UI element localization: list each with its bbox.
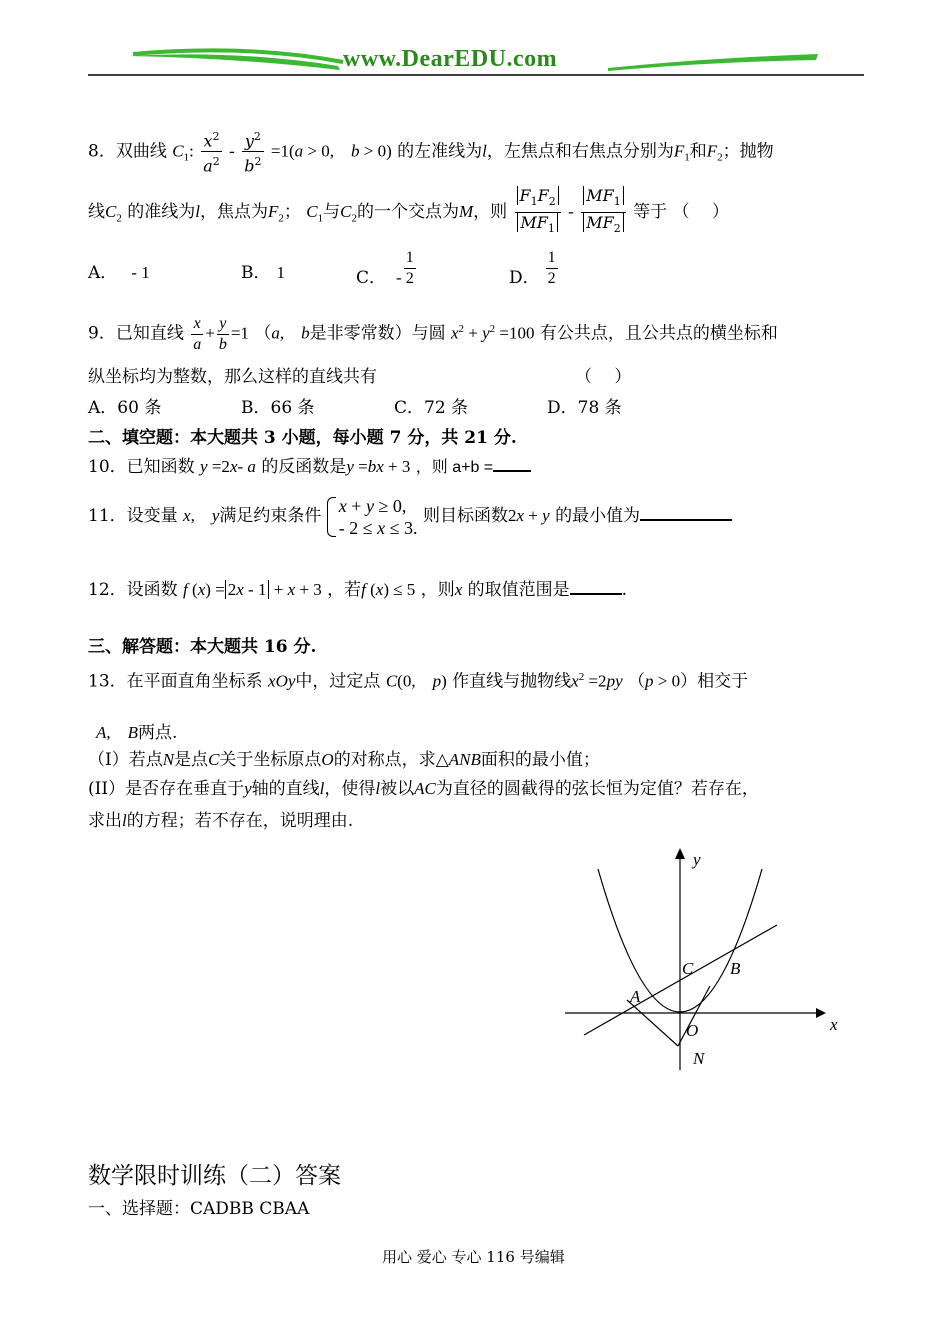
option-c: C． - $\frac{1}{2}$ <box>356 249 414 288</box>
fraction-y2-b2: $\frac{y^2}{b^2}$ <box>242 127 263 177</box>
answer-blank[interactable] <box>493 454 531 472</box>
option-c: C．72 条 <box>394 398 469 418</box>
fraction-x2-a2: $\frac{x^2}{a^2}$ <box>201 127 222 177</box>
page-footer: 用心 爱心 专心 116 号编辑 <box>382 1248 565 1266</box>
question-9-line-1: 9．已知直线 $\frac{x}{a}$ + $\frac{y}{b}$ =1 （a, b是非零常数）与圆 $x^2 + y^2 =100$ 有公共点，且公共点的横坐标和 <box>88 314 778 353</box>
question-13-line-1: 13．在平面直角坐标系 xOy中，过定点 C(0, p) 作直线与抛物线$x^2 =2py$ （p > 0）相交于 <box>88 671 749 692</box>
answer-blank[interactable] <box>570 577 622 595</box>
question-9-options <box>88 393 788 417</box>
question-13-part-2: (II）是否存在垂直于y轴的直线l，使得l被以AC为直径的圆截得的弦长恒为定值？若存在， <box>88 779 759 799</box>
label-y: y <box>693 850 701 869</box>
label-x: x <box>830 1015 838 1034</box>
site-logo-text: www.DearEDU.com <box>343 46 558 72</box>
figure-canvas <box>560 845 860 1075</box>
option-b: B．66 条 <box>241 398 315 418</box>
parabola-figure <box>560 845 860 1075</box>
option-a: A．60 条 <box>88 398 162 418</box>
answer-blank[interactable] <box>640 503 732 521</box>
question-8-line-1: 8．双曲线 $C_1$: $\frac{x^2}{a^2}$ - $\frac{y^2}{b^2}$ =1(a > 0, b > 0) 的左准线为l，左焦点和右焦点分别为$F_1$和$F_2$；抛物 <box>88 127 774 180</box>
question-9-line-2: 纵坐标均为整数，那么这样的直线共有 <box>88 367 377 387</box>
question-8-line-2: 线$C_2$ 的准线为l，焦点为$F_2$； $C_1$与$C_2$的一个交点为M，则 $\frac{F_1F_2}{MF_1}$ - $\frac{MF_1}{MF_2}$ 等于 （ ） <box>88 186 729 243</box>
answers-title: 数学限时训练（二）答案 <box>88 1163 341 1189</box>
label-c: C <box>682 959 694 978</box>
label-o: O <box>686 1021 699 1040</box>
question-8-options <box>88 248 588 298</box>
question-13-part-3: 求出l的方程；若不存在，说明理由. <box>88 811 354 831</box>
option-b: B． 1 <box>241 263 285 283</box>
question-13-line-2: A, B两点. <box>96 723 178 743</box>
option-d: D．78 条 <box>547 398 622 418</box>
question-13-part-1: （I）若点N是点C关于坐标原点O的对称点，求△ANB面积的最小值； <box>88 750 600 770</box>
question-10: 10．已知函数 y =2x- a 的反函数是y =bx + 3 ，则 a+b = <box>88 452 531 477</box>
question-9-paren: （ ） <box>575 367 632 387</box>
fraction-MF1-MF2: $\frac{MF_1}{MF_2}$ <box>581 186 625 239</box>
answers-line-1: 一、选择题：CADBB CBAA <box>88 1199 310 1219</box>
label-a: A <box>630 987 641 1006</box>
section-3-heading: 三、解答题：本大题共 16 分. <box>88 637 317 657</box>
option-d: D． $\frac{1}{2}$ <box>509 249 556 288</box>
section-2-heading: 二、填空题：本大题共 3 小题，每小题 7 分，共 21 分. <box>88 428 517 448</box>
label-n: N <box>693 1049 705 1068</box>
question-12: 12．设函数 f (x) = 2x - 1 + x + 3 ，若f (x) ≤ 5 ，则x 的取值范围是 . <box>88 575 627 600</box>
fraction-F1F2-MF1: $\frac{F_1F_2}{MF_1}$ <box>515 186 561 239</box>
header-banner <box>88 40 864 80</box>
option-a: A． - 1 <box>88 263 150 283</box>
constraint-system: x + y ≥ 0, - 2 ≤ x ≤ 3. <box>327 495 418 539</box>
label-b: B <box>730 959 741 978</box>
question-11: 11．设变量 x, y满足约束条件 x + y ≥ 0, - 2 ≤ x ≤ 3. 则目标函数2x + y 的最小值为 <box>88 490 732 542</box>
